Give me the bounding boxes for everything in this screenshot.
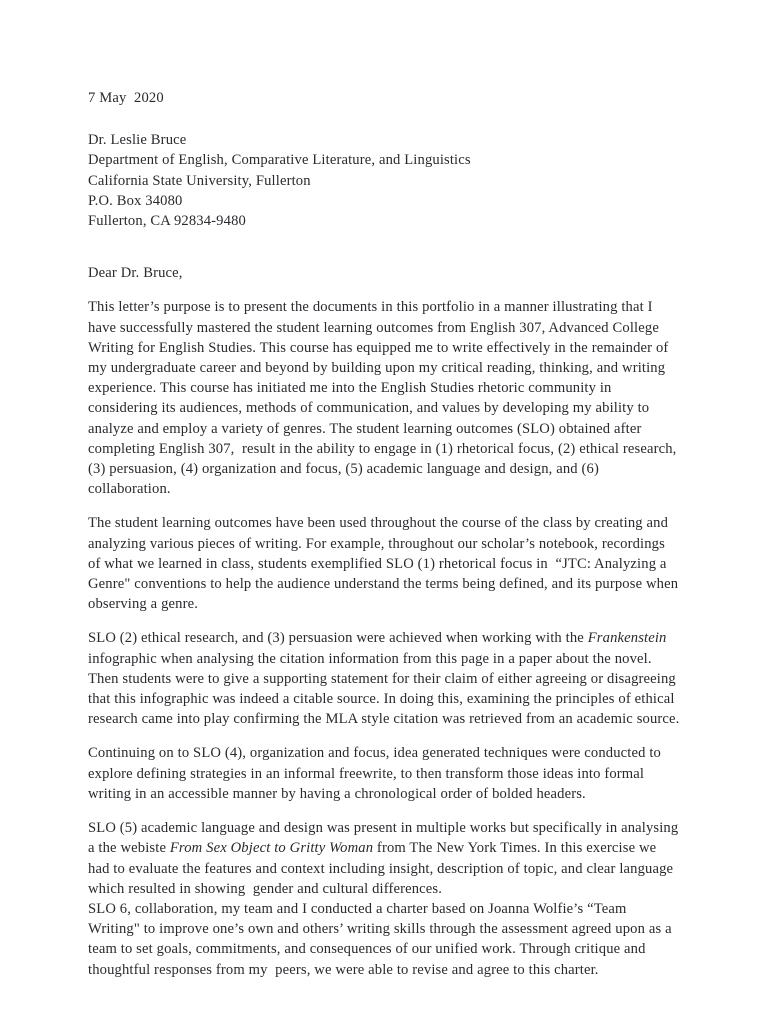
recipient-name: Dr. Leslie Bruce bbox=[88, 132, 187, 149]
recipient-po-box: P.O. Box 34080 bbox=[88, 192, 183, 209]
letter-body bbox=[88, 88, 683, 980]
recipient-city-state-zip: Fullerton, CA 92834-9480 bbox=[88, 213, 246, 230]
paragraph-slo-4: Continuing on to SLO (4), organization and focus, idea generated techniques were conducted to explore defining strategies in an informal freewrite, to then transform those ideas into formal writing in an accessible manner by having a chronological order of bolded headers. bbox=[88, 745, 665, 802]
paragraph-slo-2-3-tail: infographic when analysing the citation information from this page in a paper about the novel. Then students were to give a supporting statement for their claim of either agreeing or disagreeing that this infographic was indeed a citable source. In doing this, examining the principles of ethical research came into play confirming the MLA style citation was retrieved from an academic source. bbox=[88, 630, 680, 728]
recipient-department: Department of English, Comparative Literature, and Linguistics bbox=[88, 152, 471, 169]
paragraph-purpose: This letter’s purpose is to present the documents in this portfolio in a manner illustrating that I have successfully mastered the student learning outcomes from English 307, Advanced College Writing for English Studies. This course has equipped me to write effectively in the remainder of my undergraduate career and beyond by building upon my critical reading, thinking, and writing experience. This course has initiated me into the English Studies rhetoric community in considering its audiences, methods of communication, and values by developing my ability to analyze and employ a variety of genres. The student learning outcomes (SLO) obtained after completing English 307, result in the ability to engage in (1) rhetorical focus, (2) ethical research, (3) persuasion, (4) organization and focus, (5) academic language and design, and (6) collaboration. bbox=[88, 299, 681, 498]
paragraph-slo-5-tail: from The New York Times. In this exercise we had to evaluate the features and context including insight, description of topic, and clear language which resulted in showing gender and cultural differences. bbox=[88, 840, 677, 897]
paragraph-slo-6: SLO 6, collaboration, my team and I conducted a charter based on Joanna Wolfie’s “Team Writing" to improve one’s own and others’ writing skills through the assessment agreed upon as a team to set goals, commitments, and consequences of our unified work. Through critique and thoughtful responses from my peers, we were able to revise and agree to this charter. bbox=[88, 900, 676, 978]
book-title-frankenstein: Frankenstein bbox=[587, 630, 667, 647]
recipient-institution: California State University, Fullerton bbox=[88, 172, 311, 189]
letter-date: 7 May 2020 bbox=[88, 90, 164, 106]
article-title-gritty-woman: From Sex Object to Gritty Woman bbox=[169, 840, 374, 857]
paragraph-slo-2-3 bbox=[88, 628, 680, 729]
paragraph-slo-5 bbox=[88, 818, 683, 899]
paragraph-slo-2-3-lead: SLO (2) ethical research, and (3) persuasion were achieved when working with the bbox=[88, 630, 588, 647]
salutation: Dear Dr. Bruce, bbox=[88, 265, 183, 282]
paragraph-slo-overview: The student learning outcomes have been used throughout the course of the class by creating and analyzing various pieces of writing. For example, throughout our scholar’s notebook, recordings of what we learned in class, students exemplified SLO (1) rhetorical focus in “JTC: Analyzing a Genre" conventions to help the audience understand the terms being defined, and its purpose when observing a genre. bbox=[88, 515, 682, 613]
recipient-address-block bbox=[88, 130, 680, 231]
paragraph-slo-5-lead: SLO (5) academic language and design was present in multiple works but specifically in analysing a the webiste bbox=[88, 820, 683, 857]
